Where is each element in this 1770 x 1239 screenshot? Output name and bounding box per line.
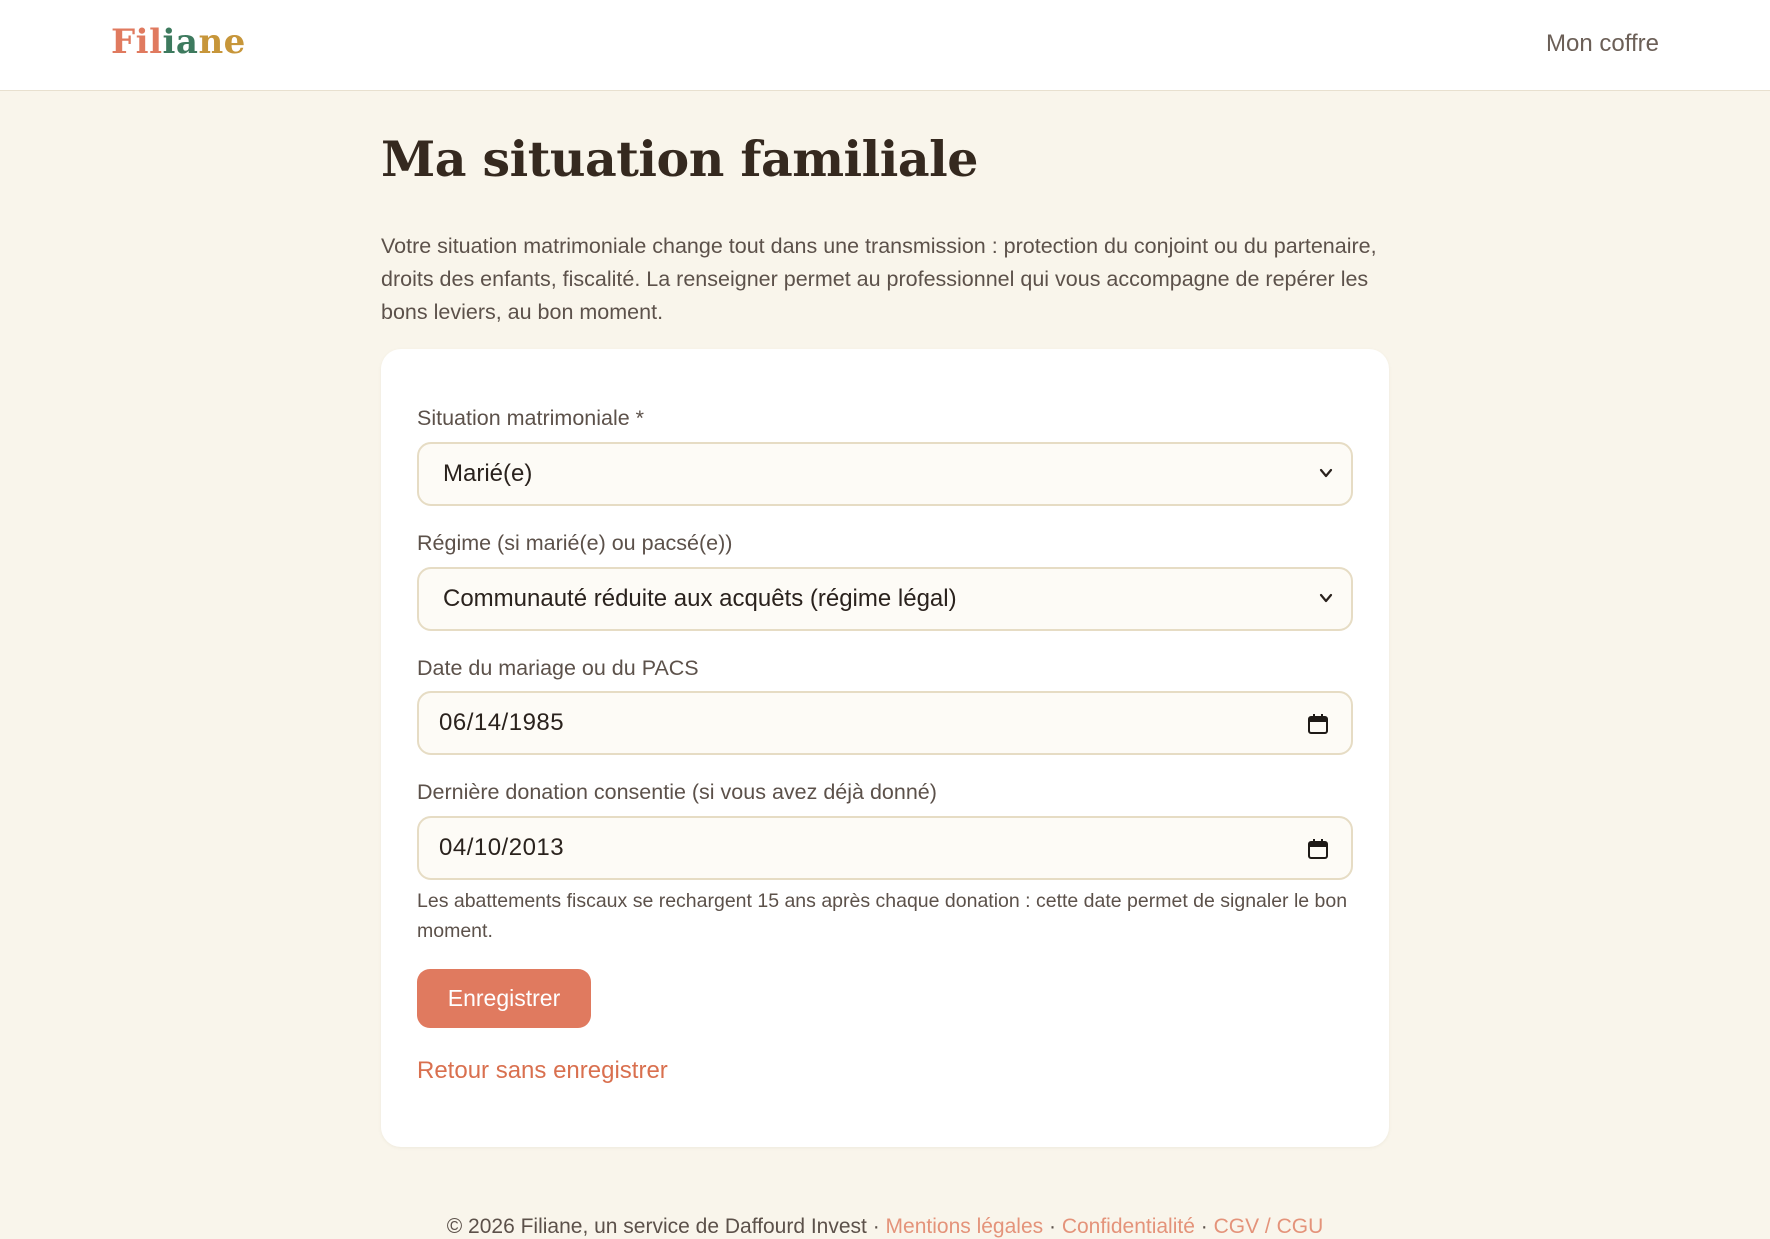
logo-letter: e — [223, 22, 246, 62]
back-without-saving-link[interactable]: Retour sans enregistrer — [417, 1057, 668, 1084]
save-button[interactable]: Enregistrer — [417, 969, 591, 1028]
calendar-icon[interactable] — [1307, 838, 1329, 860]
footer-link-legal[interactable]: Mentions légales — [885, 1215, 1044, 1238]
family-situation-form — [381, 349, 1389, 1147]
marital-status-value: Marié(e) — [443, 460, 533, 487]
regime-label: Régime (si marié(e) ou pacsé(e)) — [417, 531, 733, 555]
calendar-icon[interactable] — [1307, 713, 1329, 735]
last-donation-label: Dernière donation consentie (si vous avez déjà donné) — [417, 780, 937, 804]
footer-link-terms[interactable]: CGV / CGU — [1213, 1215, 1324, 1238]
logo-letter: F — [111, 22, 136, 62]
last-donation-value: 04/10/2013 — [439, 834, 565, 861]
marriage-date-value: 06/14/1985 — [439, 709, 565, 736]
page-title: Ma situation familiale — [381, 130, 978, 188]
chevron-down-icon — [1319, 591, 1333, 605]
logo-letter: i — [135, 22, 150, 62]
footer — [0, 1215, 1770, 1239]
chevron-down-icon — [1319, 466, 1333, 480]
marital-status-label: Situation matrimoniale * — [417, 406, 645, 430]
footer-separator: · — [1043, 1215, 1062, 1238]
logo-letter: a — [175, 22, 199, 62]
logo-letter: l — [149, 22, 163, 62]
marital-status-select[interactable] — [417, 442, 1353, 506]
nav-link-mon-coffre[interactable]: Mon coffre — [1546, 30, 1659, 57]
top-bar — [0, 0, 1770, 91]
footer-link-privacy[interactable]: Confidentialité — [1061, 1215, 1195, 1238]
logo-letter: i — [162, 22, 176, 62]
intro-text: Votre situation matrimoniale change tout dans une transmission : protection du conjoint ou du partenaire, droits des enfants, fiscalité. La renseigner permet au professionnel qui vous accompagne de repérer les bons leviers, au bon moment. — [381, 234, 1377, 324]
regime-value: Communauté réduite aux acquêts (régime légal) — [443, 585, 957, 612]
marriage-date-input[interactable] — [417, 691, 1353, 755]
footer-separator: · — [1194, 1215, 1214, 1238]
regime-select[interactable] — [417, 567, 1353, 631]
footer-copyright: © 2026 Filiane, un service de Daffourd Invest · — [446, 1215, 886, 1238]
donation-hint: Les abattements fiscaux se rechargent 15 ans après chaque donation : cette date permet de signaler le bon moment. — [417, 890, 1348, 942]
brand-logo[interactable] — [111, 22, 246, 62]
logo-letter: n — [198, 22, 224, 62]
last-donation-input[interactable] — [417, 816, 1353, 880]
marriage-date-label: Date du mariage ou du PACS — [417, 656, 699, 680]
